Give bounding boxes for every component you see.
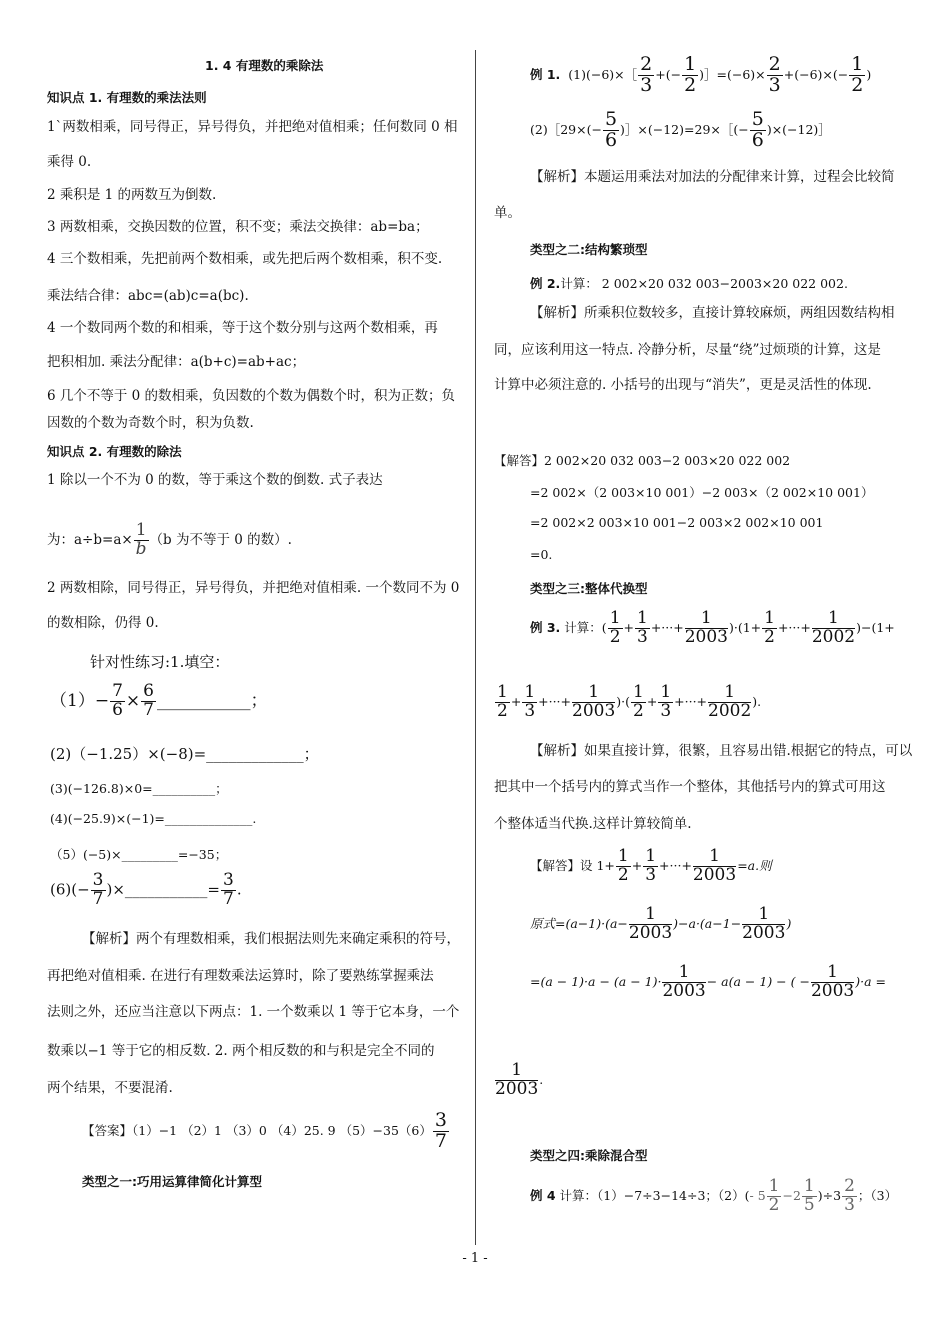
example-3-final: $\frac{1}{2003}$ . [495,1060,544,1099]
answer-line: 【答案】（1）−1 （2）1 （3）0 （4）25. 9 （5）−35（6） $\frac{3}{7}$ [82,1109,447,1152]
section-heading-kp2: 知识点 2. 有理数的除法 [47,444,182,459]
division-rule-2b: 的数相除，仍得 0. [47,615,159,631]
analysis-3: 法则之外，还应当注意以下两点：1. 一个数乘以 1 等于它本身，一个 [47,1004,460,1020]
example-3-analysis-3: 个整体适当代换.这样计算较简单. [494,816,692,832]
example-3-solution-2: 原式=(a−1)·(a− $\frac{1}{2003}$ )−a·(a−1− $\frac{1}{2003}$ ) [530,904,792,943]
example-1-analysis: 【解析】本题运用乘法对加法的分配律来计算，过程会比较简 [530,169,895,185]
division-formula-post: （b 为不等于 0 的数）. [149,531,292,548]
example-2-analysis-2: 同，应该利用这一特点. 冷静分析，尽量“绕”过烦琐的计算，这是 [494,342,881,358]
example-2-solution-2: =2 002×（2 003×10 001）−2 003×（2 002×10 001） [530,485,874,500]
rule-text-2: 2 乘积是 1 的两数互为倒数. [47,187,217,203]
example-3-line-2: $\frac{1}{2}$ + $\frac{1}{3}$ +···+ $\frac{1}{2003}$ )·( $\frac{1}{2}$ + $\frac{1}{3}$ +···+ $\frac{1}{2002}$ ). [497,682,762,721]
type-2-heading: 类型之二:结构繁琐型 [530,242,648,257]
rule-text-1: 1`两数相乘，同号得正，异号得负，并把绝对值相乘；任何数同 0 相 [47,119,458,135]
answer-blank-1[interactable]: ___________； [156,690,268,711]
example-4: 例 4 计算：（1）−7÷3−14÷3；（2）(- 5 $\frac{1}{2}$ −2 $\frac{1}{5}$ )÷3 $\frac{2}{3}$ ；（3） [530,1176,898,1215]
example-2-solution-1: 【解答】2 002×20 032 003−2 003×20 022 002 [494,453,791,468]
column-divider [475,50,476,1245]
question-5[interactable]: （5）(−5)×_________=−35； [50,847,228,862]
question-1: （1）− $\frac{7}{6}$ × $\frac{6}{7}$ ___________； [50,681,268,720]
rule-text-6b: 因数的个数为奇数个时，积为负数. [47,415,254,431]
type-4-heading: 类型之四:乘除混合型 [530,1148,648,1163]
example-1-analysis-b: 单。 [494,205,521,221]
answer-blank-6[interactable]: )×___________= [106,880,220,899]
division-rule-2: 2 两数相除，同号得正，异号得负，并把绝对值相乘. 一个数同不为 0 [47,580,460,596]
rule-text-1b: 乘得 0. [47,154,92,170]
section-heading-kp1: 知识点 1. 有理数的乘法法则 [47,90,207,105]
type-1-heading: 类型之一:巧用运算律简化计算型 [82,1174,262,1189]
example-3-analysis-2: 把其中一个括号内的算式当作一个整体，其他括号内的算式可用这 [494,779,886,795]
example-2-solution-3: =2 002×2 003×10 001−2 003×2 002×10 001 [530,515,824,530]
example-2: 例 2.计算： 2 002×20 032 003−2003×20 022 002. [530,276,848,291]
question-4[interactable]: (4)(−25.9)×(−1)=______________. [50,811,257,826]
analysis-4: 数乘以−1 等于它的相反数. 2. 两个相反数的和与积是完全不同的 [47,1043,435,1059]
example-3-line-1: 例 3. 计算：( $\frac{1}{2}$ + $\frac{1}{3}$ +···+ $\frac{1}{2003}$ )·(1+ $\frac{1}{2}$ +···+ $\frac{1}{2002}$ )−(1+ [530,608,895,647]
analysis-2: 再把绝对值相乘. 在进行有理数乘法运算时，除了要熟练掌握乘法 [47,968,434,984]
rule-text-4b: 乘法结合律：abc=(ab)c=a(bc). [47,288,249,304]
rule-text-4: 4 三个数相乘，先把前两个数相乘，或先把后两个数相乘，积不变. [47,251,443,267]
example-3-analysis-1: 【解析】如果直接计算，很繁，且容易出错.根据它的特点，可以 [530,743,913,759]
example-2-solution-4: =0. [530,547,553,562]
example-1-line-2: (2)［29×(− $\frac{5}{6}$ )］×(−12)=29×［(− $\frac{5}{6}$ )×(−12)］ [530,108,831,151]
analysis-5: 两个结果，不要混淆. [47,1080,173,1096]
division-formula [47,522,292,559]
example-2-analysis-3: 计算中必须注意的. 小括号的出现与“消失”，更是灵活性的体现. [494,377,872,393]
example-3-solution-1: 【解答】设 1+ $\frac{1}{2}$ + $\frac{1}{3}$ +···+ $\frac{1}{2003}$ =a.则 [530,846,772,885]
rule-text-5b: 把积相加. 乘法分配律：a(b+c)=ab+ac； [47,354,306,370]
question-3[interactable]: (3)(−126.8)×0=__________； [50,781,228,796]
analysis-1: 【解析】两个有理数相乘，我们根据法则先来确定乘积的符号， [82,931,460,947]
page-number: - 1 - [462,1251,488,1266]
page-title: 1. 4 有理数的乘除法 [205,58,324,73]
division-formula-pre: 为：a÷b=a× [47,531,133,548]
type-3-heading: 类型之三:整体代换型 [530,581,648,596]
rule-text-5: 4 一个数同两个数的和相乘，等于这个数分别与这两个数相乘，再 [47,320,438,336]
division-rule-1: 1 除以一个不为 0 的数，等于乘这个数的倒数. 式子表达 [47,472,383,488]
example-2-analysis-1: 【解析】所乘积位数较多，直接计算较麻烦，两组因数结构相 [530,305,895,321]
example-3-solution-3: =(a − 1)·a − (a − 1)· $\frac{1}{2003}$ − a(a − 1) − ( − $\frac{1}{2003}$ )·a = [530,962,886,1001]
practice-heading: 针对性练习:1.填空： [90,653,230,671]
example-1-line-1: 例 1. (1)(−6)×［ $\frac{2}{3}$ +(− $\frac{1}{2}$ )］=(−6)× $\frac{2}{3}$ +(−6)×(− $\frac{1}{2}$ ) [530,53,872,96]
question-2[interactable]: (2)（−1.25）×(−8)=_____________； [50,745,319,763]
rule-text-6: 6 几个不等于 0 的数相乘，负因数的个数为偶数个时，积为正数；负 [47,388,456,404]
rule-text-3: 3 两数相乘，交换因数的位置，积不变；乘法交换律：ab=ba； [47,219,429,235]
question-6: (6)(− $\frac{3}{7}$ )×___________= $\frac{3}{7}$ . [50,870,242,909]
reciprocal-fraction: $\frac{1}{b}$ [135,520,147,559]
